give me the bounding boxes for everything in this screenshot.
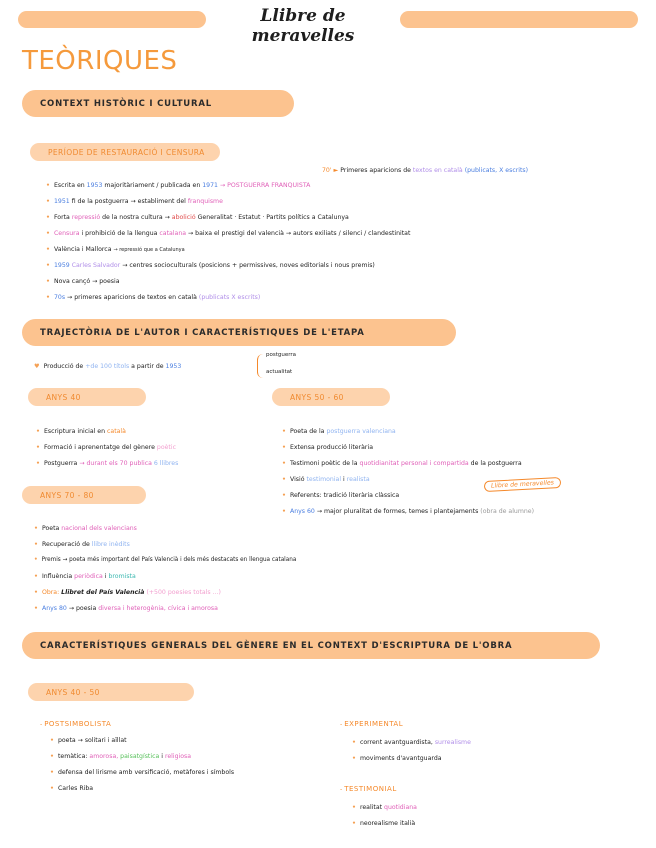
context-line-3: • Forta repressió de la nostra cultura → abolició Generalitat · Estatut · Partits polítics a Catalunya: [46, 214, 349, 221]
experimental-line-1: • corrent avantguardista, surrealisme: [352, 739, 471, 746]
postsimbolista-line-2: • temàtica: amorosa, paisatgística i religiosa: [50, 753, 192, 760]
section-context-title: CONTEXT HISTÒRIC I CULTURAL: [40, 98, 212, 109]
anys7080-line-1: • Poeta nacional dels valencians: [34, 525, 137, 532]
subsection-anys4050: [28, 683, 194, 701]
experimental-line-2: • moviments d'avantguarda: [352, 755, 442, 762]
section-trajectoria-header: [22, 319, 456, 346]
llibre-stamp: Llibre de meravelles: [484, 477, 561, 492]
context-line-2: • 1951 fi de la postguerra → establiment del franquisme: [46, 198, 223, 205]
anys5060-line-1: • Poeta de la postguerra valenciana: [282, 428, 396, 435]
subsection-anys40-title: ANYS 40: [46, 392, 81, 402]
anys5060-line-2: • Extensa producció literària: [282, 444, 373, 451]
anys7080-line-5: • Obra: Llibret del País Valencià (+500 poesies totals ...): [34, 589, 221, 596]
subsection-anys40: [28, 388, 146, 406]
context-line-1: • Escrita en 1953 majoritàriament / publicada en 1971 → POSTGUERRA FRANQUISTA: [46, 182, 311, 189]
subsection-anys4050-title: ANYS 40 - 50: [46, 687, 100, 697]
trajectoria-brace: [257, 354, 264, 378]
page-heading: TEÒRIQUES: [22, 46, 178, 76]
context-line-6: • 1959 Carles Salvador → centres socioculturals (posicions + permissives, noves editorials i nous premis): [46, 262, 375, 269]
subsection-anys7080-title: ANYS 70 - 80: [40, 490, 94, 500]
anys7080-line-4: • Influència periòdica i bromista: [34, 573, 136, 580]
trajectoria-line: ♥ Producció de +de 100 títols a partir de 1953: [34, 363, 182, 370]
anys40-line-2: • Formació i aprenentatge del gènere poètic: [36, 444, 176, 451]
postsimbolista-title: - POSTSIMBOLISTA: [40, 720, 112, 728]
testimonial-line-1: • realitat quotidiana: [352, 804, 417, 811]
experimental-title: - EXPERIMENTAL: [340, 720, 404, 728]
subsection-periode-title: PERÍODE DE RESTAURACIÓ I CENSURA: [48, 147, 205, 157]
trajectoria-brace-top: postguerra: [266, 352, 297, 358]
anys5060-line-3: • Testimoni poètic de la quotidianitat personal i compartida de la postguerra: [282, 460, 522, 467]
anys40-line-1: • Escriptura inicial en català: [36, 428, 126, 435]
anys5060-line-6: • Anys 60 → major pluralitat de formes, temes i plantejaments (obra de alumne): [282, 508, 535, 515]
anys5060-line-5: • Referents: tradició literària clàssica: [282, 492, 400, 499]
context-line-8: • 70s → primeres aparicions de textos en català (publicats X escrits): [46, 294, 261, 301]
anys7080-line-3: • Premis → poeta més important del País Valencià i dels més destacats en llengua catalana: [34, 557, 297, 563]
subsection-anys5060: [272, 388, 390, 406]
header-bar-right: [400, 11, 638, 28]
postsimbolista-line-4: • Carles Riba: [50, 785, 94, 792]
trajectoria-brace-bottom: actualitat: [266, 369, 293, 375]
anys40-line-3: • Postguerra → durant els 70 publica 6 llibres: [36, 460, 179, 467]
subsection-anys7080: [22, 486, 146, 504]
section-caracteristiques-header: [22, 632, 600, 659]
anys7080-line-6: • Anys 80 → poesia diversa i heterogènia, cívica i amorosa: [34, 605, 218, 612]
testimonial-title: - TESTIMONIAL: [340, 785, 397, 793]
context-note: 70' ► Primeres aparicions de textos en català (publicats, X escrits): [322, 167, 529, 174]
subsection-anys5060-title: ANYS 50 - 60: [290, 392, 344, 402]
anys5060-line-4: • Visió testimonial i realista: [282, 476, 370, 483]
anys7080-line-2: • Recuperació de llibre inèdits: [34, 541, 130, 548]
context-line-4: • Censura i prohibició de la llengua catalana → baixa el prestigi del valencià → autors exiliats / silenci / clandestinitat: [46, 230, 411, 237]
section-trajectoria-title: TRAJECTÒRIA DE L'AUTOR I CARACTERÍSTIQUES DE L'ETAPA: [40, 327, 365, 338]
postsimbolista-line-1: • poeta → solitari i aïllat: [50, 737, 127, 744]
document-title: Llibre de meravelles: [251, 6, 355, 46]
header-bar-left: [18, 11, 206, 28]
section-caracteristiques-title: CARACTERÍSTIQUES GENERALS DEL GÈNERE EN EL CONTEXT D'ESCRIPTURA DE L'OBRA: [40, 640, 513, 651]
testimonial-line-2: • neorealisme italià: [352, 820, 416, 827]
context-line-5: • València i Mallorca → repressió que a Catalunya: [46, 246, 185, 253]
subsection-periode: [30, 143, 220, 161]
section-context-header: [22, 90, 294, 117]
postsimbolista-line-3: • defensa del lirisme amb versificació, metàfores i símbols: [50, 769, 235, 776]
context-line-7: • Nova cançó → poesia: [46, 278, 120, 285]
